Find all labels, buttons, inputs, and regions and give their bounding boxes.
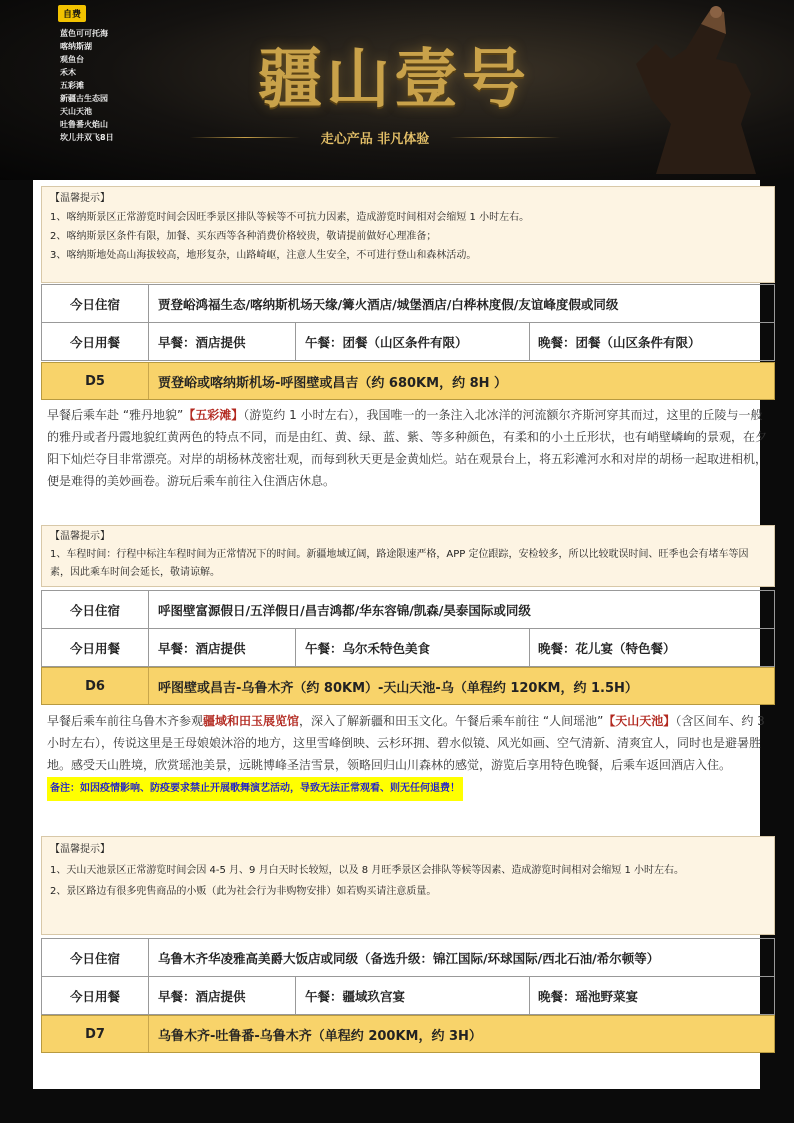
- desc-text: 早餐后乘车赴 “雅丹地貌”: [47, 408, 184, 422]
- day6-meal-row: [41, 977, 775, 1015]
- day-number: D6: [42, 668, 149, 704]
- lunch: 午餐：团餐（山区条件有限）: [296, 323, 530, 360]
- dinner: 晚餐：花儿宴（特色餐）: [538, 640, 676, 656]
- horse-rider-icon: [616, 4, 766, 174]
- attraction-list: [60, 27, 114, 144]
- slogan-divider-right: [450, 137, 560, 138]
- tip-heading: 【温馨提示】: [50, 193, 110, 204]
- breakfast: 早餐：酒店提供: [149, 629, 296, 666]
- tip-line: 2、景区路边有很多兜售商品的小贩（此为社会行为非购物安排）如若购买请注意质量。: [50, 886, 437, 897]
- stay-label: 今日住宿: [42, 285, 149, 322]
- attraction-item: 新疆古生态园: [60, 94, 108, 103]
- tip-line: 2、喀纳斯景区条件有限，加餐、买东西等各种消费价格较贵，敬请提前做好心理准备；: [50, 231, 437, 242]
- day6-description: [41, 710, 775, 801]
- day-number: D7: [42, 1016, 149, 1052]
- tip-line: 1、车程时间：行程中标注车程时间为正常情况下的时间。新疆地域辽阔，路途限速严格，APP 定位跟踪，安检较多，所以比较耽误时间、旺季也会有堵车等因素，因此乘车时间会延长，敬请谅解。: [50, 549, 749, 578]
- day7-header: [41, 1015, 775, 1053]
- desc-text: （游览约 1 小时左右），我国唯一的一条注入北冰洋的河流额尔齐斯河穿其而过，这里的丘陵与一般的雅丹或者丹霞地貌红黄两色的特点不同，而是由红、黄、绿、蓝、紫、等多种颜色，有柔和的小土丘形状，也有峭壁嶙峋的景观，在夕阳下灿烂夺目非常漂亮。对岸的胡杨林茂密壮观，而每到秋天更是金黄灿烂。站在观景台上，将五彩滩河水和对岸的胡杨一起取进相机，便是难得的美妙画卷。游玩后乘车前往入住酒店休息。: [47, 408, 768, 488]
- day4-meal-row: [41, 323, 775, 361]
- lunch: 午餐：乌尔禾特色美食: [296, 629, 530, 666]
- day5-stay-row: [41, 590, 775, 667]
- stay-label: 今日住宿: [42, 939, 149, 976]
- tip-line: 1、天山天池景区正常游览时间会因 4-5 月、9 月白天时长较短，以及 8 月旺季景区会排队等候等因素、造成游览时间相对会缩短 1 小时左右。: [50, 865, 685, 876]
- desc-text: （含区间车、约 3 小时左右），传说这里是王母娘娘沐浴的地方，这里雪峰倒映、云杉环拥、碧水似镜、风光如画、空气清新、清爽宜人，同时也是避暑胜地。感受天山胜境，欣赏瑶池美景，远眺博峰圣洁雪景，领略回归山川森林的感觉，游览后享用特色晚餐，后乘车返回酒店入住。: [47, 714, 765, 772]
- attraction-item: 五彩滩: [60, 81, 84, 90]
- self-pay-badge: 自费: [58, 5, 86, 22]
- itinerary-page: [33, 180, 768, 1089]
- desc-text: 早餐后乘车前往乌鲁木齐参观: [47, 714, 204, 728]
- tip-line: 1、喀纳斯景区正常游览时间会因旺季景区排队等候等不可抗力因素，造成游览时间相对会缩短 1 小时左右。: [50, 212, 530, 223]
- tip-heading: 【温馨提示】: [50, 844, 110, 855]
- highlight-wucaitan: 【五彩滩】: [183, 408, 244, 422]
- highlight-tianchi: 【天山天池】: [603, 714, 676, 728]
- day5-meal-row: [41, 629, 775, 667]
- notice-banner: 备注：如因疫情影响、防疫要求禁止开展歌舞演艺活动，导致无法正常观看、则无任何退费！: [47, 777, 463, 801]
- slogan-divider-left: [190, 137, 300, 138]
- stay-label: 今日住宿: [42, 591, 149, 628]
- meal-label: 今日用餐: [42, 323, 149, 360]
- stay-value: 贾登峪鸿福生态/喀纳斯机场天缘/篝火酒店/城堡酒店/白桦林度假/友谊峰度假或同级: [158, 296, 619, 312]
- attraction-item: 吐鲁番火焰山: [60, 120, 108, 129]
- meal-label: 今日用餐: [42, 977, 149, 1014]
- attraction-item: 蓝色可可托海: [60, 29, 108, 38]
- desc-text: ，深入了解新疆和田玉文化。午餐后乘车前往 “人间瑶池”: [299, 714, 604, 728]
- day6-stay-row: [41, 938, 775, 1015]
- day-route: 乌鲁木齐-吐鲁番-乌鲁木齐（单程约 200KM，约 3H）: [158, 1028, 482, 1044]
- breakfast: 早餐：酒店提供: [149, 977, 296, 1014]
- attraction-item: 禾木: [60, 68, 76, 77]
- brand-title: 疆山壹号: [258, 42, 530, 117]
- attraction-item: 坎儿井双飞8日: [60, 133, 114, 142]
- attraction-item: 观鱼台: [60, 55, 84, 64]
- tip-box-tianchi: [41, 836, 775, 935]
- tip-box-driving: [41, 525, 775, 587]
- tip-heading: 【温馨提示】: [50, 531, 110, 542]
- meal-label: 今日用餐: [42, 629, 149, 666]
- header-banner: [0, 0, 794, 180]
- day-route: 呼图壁或昌吉-乌鲁木齐（约 80KM）-天山天池-乌（单程约 120KM，约 1.5H）: [158, 680, 638, 696]
- day5-description: [41, 404, 775, 492]
- day-route: 贾登峪或喀纳斯机场-呼图壁或昌吉（约 680KM，约 8H ）: [158, 375, 508, 391]
- attraction-item: 喀纳斯湖: [60, 42, 92, 51]
- day6-header: [41, 667, 775, 705]
- tip-line: 3、喀纳斯地处高山海拔较高，地形复杂，山路崎岖，注意人生安全，不可进行登山和森林活动。: [50, 250, 477, 261]
- highlight-jade-museum: 疆域和田玉展览馆: [203, 714, 300, 728]
- stay-value: 乌鲁木齐华凌雅高美爵大饭店或同级（备选升级：锦江国际/环球国际/西北石油/希尔顿等）: [158, 950, 660, 966]
- day5-header: [41, 362, 775, 400]
- day-number: D5: [42, 363, 149, 399]
- dinner: 晚餐：瑶池野菜宴: [538, 988, 639, 1004]
- dinner: 晚餐：团餐（山区条件有限）: [538, 334, 701, 350]
- attraction-item: 天山天池: [60, 107, 92, 116]
- tip-box-kanas: [41, 186, 775, 283]
- day4-stay-row: [41, 284, 775, 361]
- stay-value: 呼图壁富源假日/五洋假日/昌吉鸿都/华东容锦/凯森/昊泰国际或同级: [158, 602, 531, 618]
- breakfast: 早餐：酒店提供: [149, 323, 296, 360]
- lunch: 午餐：疆域玖宫宴: [296, 977, 530, 1014]
- slogan: 走心产品 非凡体验: [320, 132, 430, 147]
